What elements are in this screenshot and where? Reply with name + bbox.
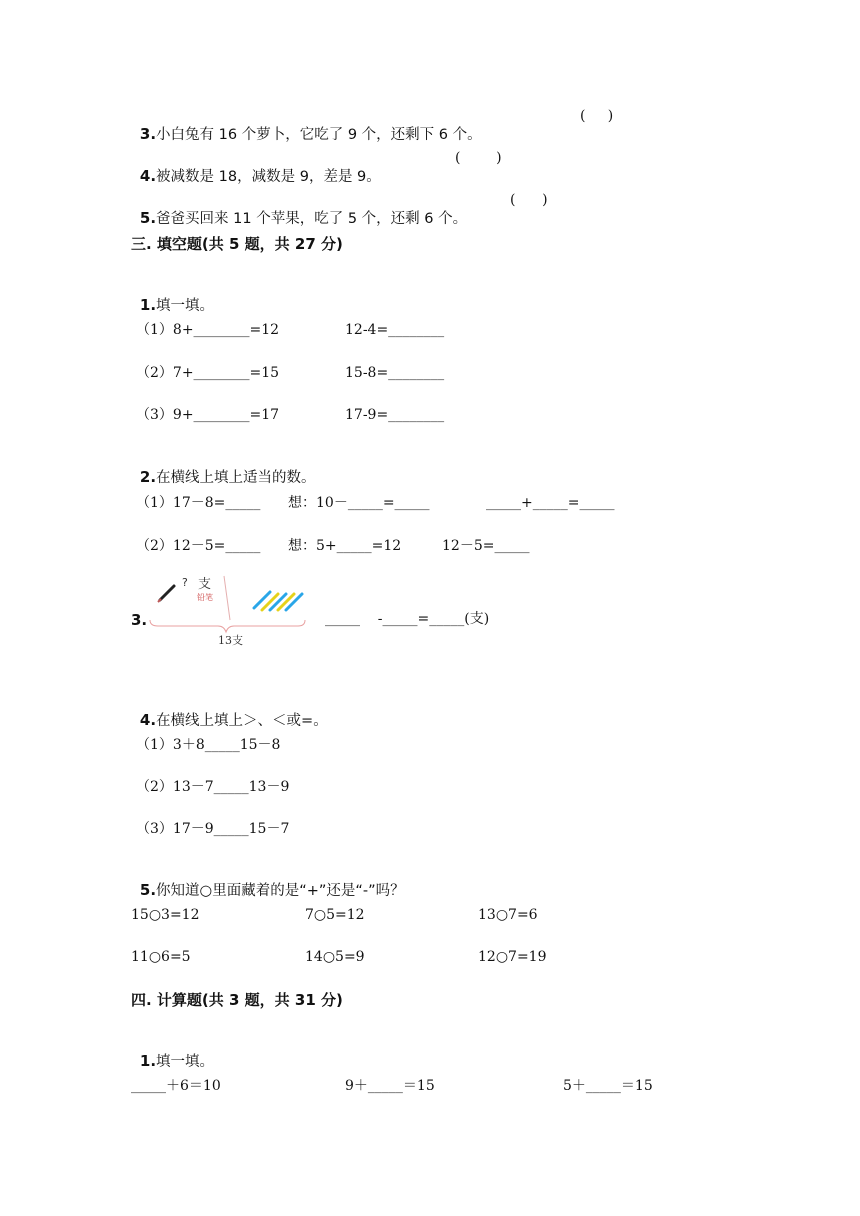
pencils-figure [148, 570, 308, 648]
question-number: 5. [139, 209, 157, 227]
question-text: 填一填。 [156, 298, 215, 314]
equation-row[interactable]: 15-8=________ [345, 365, 445, 381]
operator-equation[interactable]: 14○5=9 [305, 949, 365, 965]
question-number: 4. [139, 711, 157, 729]
question-text: 在横线上填上适当的数。 [156, 470, 316, 486]
question-number: 5. [139, 881, 157, 899]
operator-equation[interactable]: 7○5=12 [305, 907, 365, 923]
answer-paren[interactable]: ( ) [510, 192, 548, 208]
section-title: 三. 填空题(共 5 题，共 27 分) [131, 235, 343, 253]
total-label: 13支 [218, 634, 243, 647]
operator-equation[interactable]: 12○7=19 [478, 949, 547, 965]
equation-row[interactable]: 5＋_____＝15 [563, 1078, 653, 1094]
equation-row[interactable]: 17-9=________ [345, 407, 445, 423]
equation-hint[interactable]: 想：5+_____=12 [288, 538, 402, 554]
compare-row[interactable]: （3）17－9_____15－7 [136, 821, 290, 837]
fill-q1-title [131, 278, 214, 315]
question-number: 1. [139, 1052, 157, 1070]
section-title: 四. 计算题(共 3 题，共 31 分) [131, 991, 343, 1009]
compare-row[interactable]: （2）13－7_____13－9 [136, 779, 290, 795]
operator-equation[interactable]: 15○3=12 [131, 907, 200, 923]
pencil-icon [158, 586, 174, 602]
question-number: 4. [139, 167, 157, 185]
answer-paren[interactable]: ( ) [455, 150, 502, 166]
answer-paren[interactable]: ( ) [580, 108, 614, 124]
question-number: 3. [139, 125, 157, 143]
equation-row[interactable]: （1）8+________=12 [136, 322, 280, 338]
fill-q4-title [131, 693, 328, 730]
equation-row[interactable]: 12-4=________ [345, 322, 445, 338]
equation-row[interactable]: （1）17－8=_____ [136, 495, 261, 511]
divider-line [224, 576, 230, 620]
judge-q3 [131, 107, 482, 144]
pencil-sublabel: 铅笔 [197, 593, 213, 602]
equation-row[interactable]: 12－5=_____ [442, 538, 530, 554]
equation-row[interactable]: 9＋_____＝15 [345, 1078, 435, 1094]
question-text: 被减数是 18，减数是 9，差是 9。 [156, 169, 381, 185]
question-text: 小白兔有 16 个萝卜，它吃了 9 个，还剩下 6 个。 [156, 127, 482, 143]
equation-row[interactable]: （2）12－5=_____ [136, 538, 261, 554]
calc-q1-title [131, 1034, 214, 1071]
question-text: 你知道○里面藏着的是“+”还是“-”吗？ [156, 883, 405, 899]
judge-q4 [131, 149, 381, 186]
equation-row[interactable]: _____ -_____=_____(支) [325, 611, 490, 627]
compare-row[interactable]: （1）3＋8_____15－8 [136, 737, 281, 753]
bracket [150, 620, 305, 632]
equation-row[interactable]: _____+_____=_____ [486, 495, 615, 511]
question-number: 3. [131, 611, 148, 629]
colored-pencils-icon [254, 592, 302, 610]
question-text: 爸爸买回来 11 个苹果，吃了 5 个，还剩 6 个。 [156, 211, 468, 227]
question-text: 填一填。 [156, 1054, 215, 1070]
equation-row[interactable]: （3）9+________=17 [136, 407, 280, 423]
question-mark: ? [182, 576, 188, 589]
fill-q2-title [131, 450, 316, 487]
unit-label: 支 [198, 577, 212, 592]
equation-hint[interactable]: 想：10－_____=_____ [288, 495, 430, 511]
operator-equation[interactable]: 11○6=5 [131, 949, 191, 965]
equation-row[interactable]: _____＋6＝10 [131, 1078, 221, 1094]
fill-q5-title [131, 863, 405, 900]
equation-row[interactable]: （2）7+________=15 [136, 365, 280, 381]
judge-q5 [131, 191, 467, 228]
question-text: 在横线上填上＞、＜或=。 [156, 713, 328, 729]
question-number: 1. [139, 296, 157, 314]
question-number: 2. [139, 468, 157, 486]
operator-equation[interactable]: 13○7=6 [478, 907, 538, 923]
